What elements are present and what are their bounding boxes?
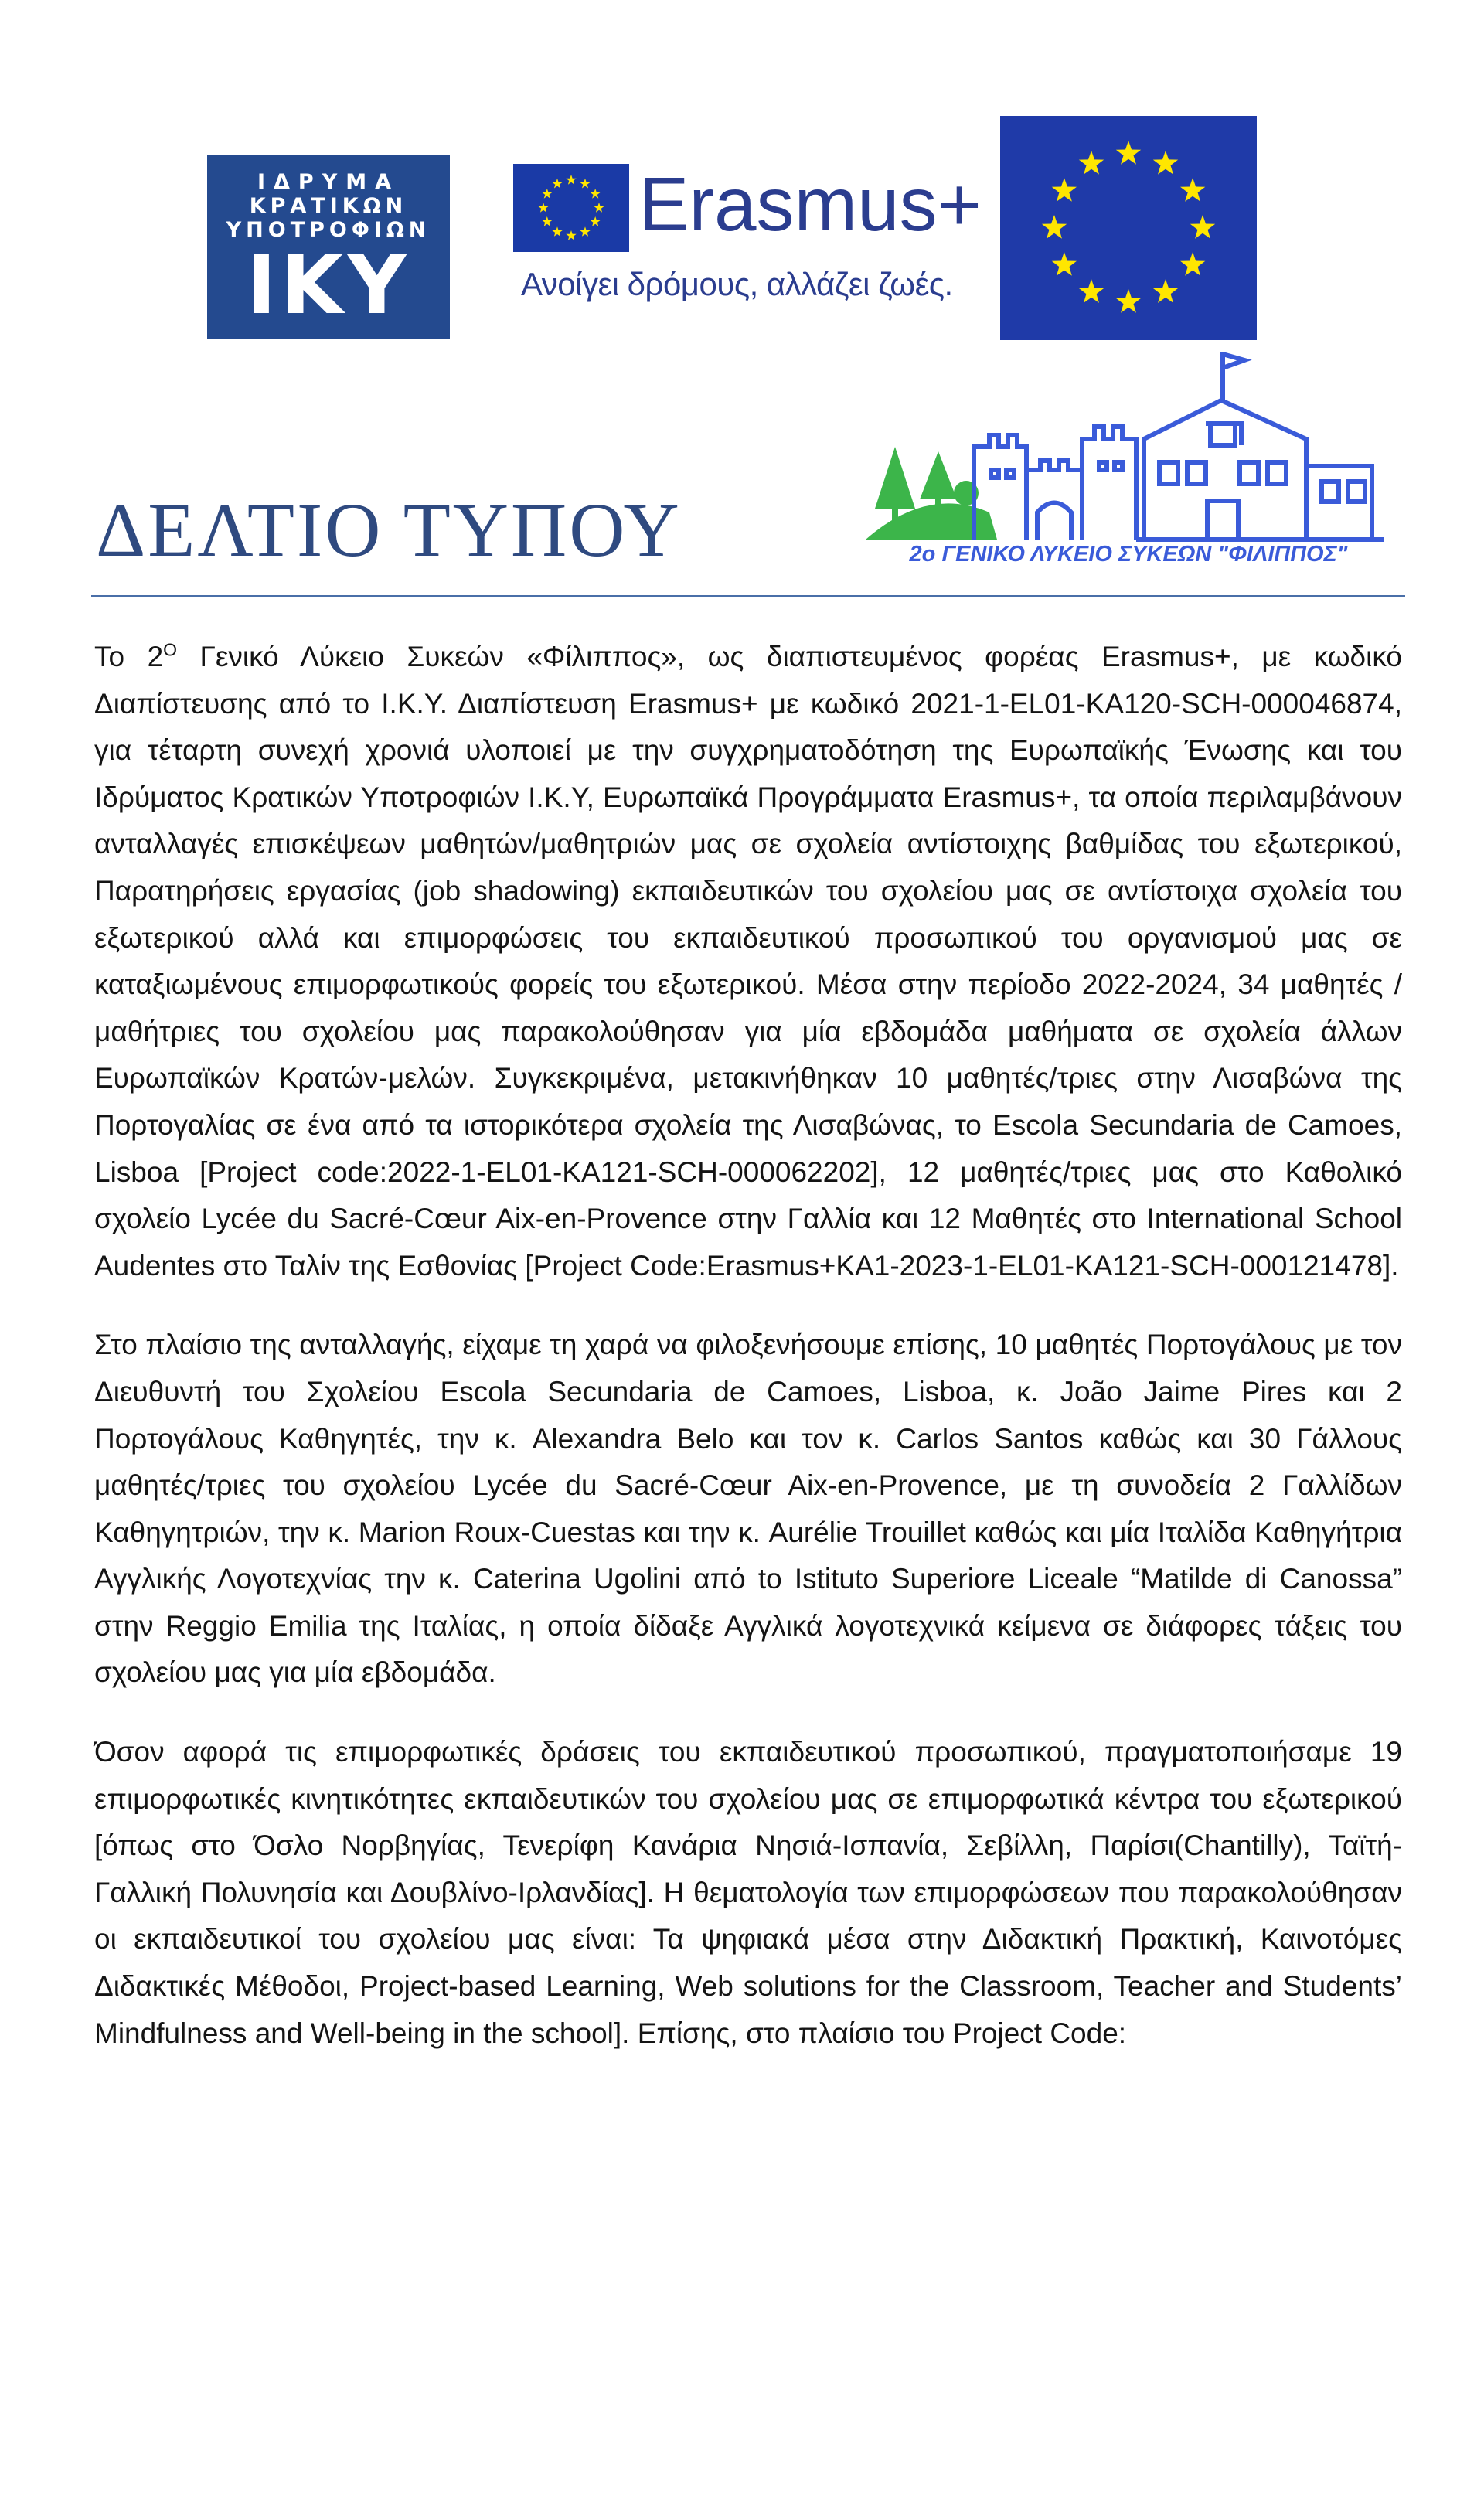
star-icon — [542, 216, 552, 226]
paragraph-1 — [94, 634, 1402, 1289]
castle-icon — [974, 427, 1136, 540]
paragraph-1-text: Γενικό Λύκειο Συκεών «Φίλιππος», ως διαπιστευμένος φορέας Erasmus+, με κωδικό Διαπίστευσης από το Ι.Κ.Υ. Διαπίστευση Erasmus+ με κωδικό 2021-1-EL01-KA120-SCH-000046874, για τέταρτη συνεχή χρονιά υλοποιεί με την συγχρηματοδότηση της Ευρωπαϊκής Ένωσης και του Ιδρύματος Κρατικών Υποτροφιών Ι.Κ.Υ, Ευρωπαϊκά Προγράμματα Erasmus+, τα οποία περιλαμβάνουν ανταλλαγές επισκέψεων μαθητών/μαθητριών μας σε σχολεία αντίστοιχης βαθμίδας του εξωτερικού, Παρατηρήσεις εργασίας (job shadowing) εκπαιδευτικών του σχολείου μας σε αντίστοιχα σχολεία του εξωτερικού αλλά και επιμορφώσεις του εκπαιδευτικού προσωπικού του οργανισμού μας σε καταξιωμένους επιμορφωτικούς φορείς του εξωτερικού. Μέσα στην περίοδο 2022-2024, 34 μαθητές /μαθήτριες του σχολείου μας παρακολούθησαν για μία εβδομάδα μαθήματα σε σχολεία άλλων Ευρωπαϊκών Κρατών-μελών. Συγκεκριμένα, μετακινήθηκαν 10 μαθητές/τριες στην Λισαβώνα της Πορτογαλίας σε ένα από τα ιστορικότερα σχολεία της Λισαβώνας, το Escola Secundaria de Camoes, Lisboa [Project code:2022-1-EL01-KA121-SCH-000062202], 12 μαθητές/τριες μας στο Καθολικό σχολείο Lycée du Sacré-Cœur Aix-en-Provence στην Γαλλία και 12 Μαθητές στο International School Audentes στο Ταλίν της Εσθονίας [Project Code:Erasmus+KA1-2023-1-EL01-KA121-SCH-000121478]. — [94, 641, 1402, 1282]
school-logo-caption: 2ο ΓΕΝΙΚΟ ΛΥΚΕΙΟ ΣΥΚΕΩΝ "ΦΙΛΙΠΠΟΣ" — [909, 542, 1348, 567]
title-divider — [91, 595, 1405, 597]
star-icon — [591, 189, 601, 199]
school-logo — [858, 346, 1399, 570]
paragraph-3: Όσον αφορά τις επιμορφωτικές δράσεις του εκπαιδευτικού προσωπικού, πραγματοποιήσαμε 19 επιμορφωτικές κινητικότητες εκπαιδευτικών του σχολείου μας σε επιμορφωτικά κέντρα του εξωτερικού [όπως στο Όσλο Νορβηγίας, Τενερίφη Κανάρια Νησιά-Ισπανία, Σεβίλλη, Παρίσι(Chantilly), Ταϊτή-Γαλλική Πολυνησία και Δουβλίνο-Ιρλανδίας]. Η θεματολογία των επιμορφώσεων που παρακολούθησαν οι εκπαιδευτικοί του σχολείου μας είναι: Τα ψηφιακά μέσα στην Διδακτική Πρακτική, Καινοτόμες Διδακτικές Μέθοδοι, Project-based Learning, Web solutions for the Classroom, Teacher and Students’ Mindfulness and Well-being in the school]. Επίσης, στο πλαίσιο του Project Code: — [94, 1736, 1402, 2049]
erasmus-eu-flag-icon — [513, 164, 629, 252]
erasmus-logo-name: Erasmus+ — [638, 162, 982, 247]
iky-logo-abbr: ΙΚΥ — [246, 238, 411, 332]
star-icon — [580, 226, 590, 237]
star-icon — [594, 203, 604, 213]
star-icon — [538, 203, 548, 213]
star-icon — [542, 189, 552, 199]
star-icon — [580, 179, 590, 189]
iky-logo-line3: ΥΠΟΤΡΟΦΙΩΝ — [226, 218, 431, 242]
paragraph-2: Στο πλαίσιο της ανταλλαγής, είχαμε τη χαρά να φιλοξενήσουμε επίσης, 10 μαθητές Πορτογάλους με τον Διευθυντή του Σχολείου Escola Secundaria de Camoes, Lisboa, κ. João Jaime Pires και 2 Πορτογάλους Καθηγητές, την κ. Alexandra Belo και τον κ. Carlos Santos καθώς και 30 Γάλλους μαθητές/τριες του σχολείου Lycée du Sacré-Cœur Aix-en-Provence, με τη συνοδεία 2 Γαλλίδων Καθηγητριών, την κ. Marion Roux-Cuestas και την κ. Aurélie Trouillet καθώς και μία Ιταλίδα Καθηγήτρια Αγγλικής Λογοτεχνίας την κ. Caterina Ugolini από to Istituto Superiore Liceale “Matilde di Canossa” στην Reggio Emilia της Ιταλίας, η οποία δίδαξε Αγγλικά λογοτεχνικά κείμενα σε διάφορες τάξεις του σχολείου μας για μία εβδομάδα. — [94, 1329, 1402, 1689]
star-icon — [566, 230, 576, 240]
document-body — [94, 634, 1402, 2089]
eu-flag-icon — [1000, 116, 1257, 340]
star-icon — [591, 216, 601, 226]
star-icon — [566, 175, 576, 185]
star-icon — [552, 226, 562, 237]
school-building-icon — [1136, 352, 1384, 540]
hill-shape — [866, 503, 997, 540]
iky-logo-line1: ΙΔΡΥΜΑ — [257, 170, 400, 194]
page-title: ΔΕΛΤΙΟ ΤΥΠΟΥ — [96, 487, 682, 573]
erasmus-logo — [513, 162, 982, 318]
iky-logo-line2: ΚΡΑΤΙΚΩΝ — [249, 194, 408, 218]
erasmus-logo-tagline: Ανοίγει δρόμους, αλλάζει ζωές. — [521, 266, 953, 302]
iky-logo — [207, 155, 450, 339]
paragraph-1-superscript: Ο — [163, 639, 178, 660]
star-icon — [552, 179, 562, 189]
paragraph-1-lead: Το 2 — [94, 641, 164, 672]
